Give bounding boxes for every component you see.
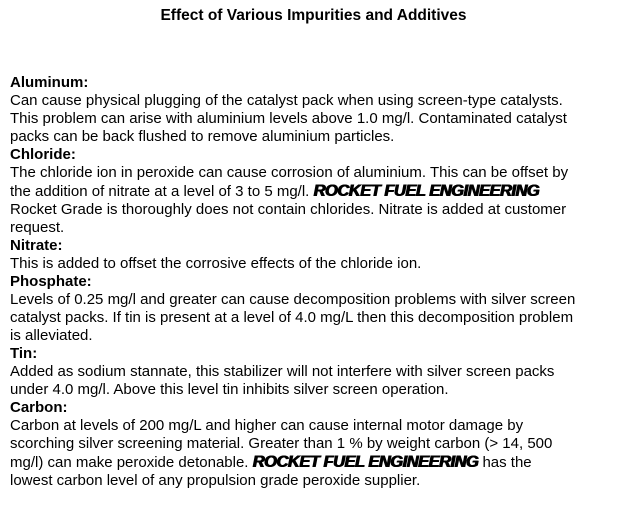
body-text: This is added to offset the corrosive effects of the chloride ion. bbox=[10, 255, 422, 272]
body-text: This problem can arise with aluminium levels above 1.0 mg/l. Contaminated catalyst bbox=[10, 110, 567, 127]
section-heading: Tin: bbox=[10, 345, 38, 362]
section-heading: Aluminum: bbox=[10, 74, 89, 91]
section-line bbox=[10, 381, 623, 399]
section-heading: Carbon: bbox=[10, 399, 68, 416]
section-line bbox=[10, 472, 623, 490]
section-line bbox=[10, 417, 623, 435]
body-text: packs can be back flushed to remove aluminium particles. bbox=[10, 128, 395, 145]
section-line bbox=[10, 182, 623, 201]
section-line bbox=[10, 453, 623, 472]
body-text: mg/l) can make peroxide detonable. bbox=[10, 454, 253, 471]
section-line bbox=[10, 201, 623, 219]
body-text: under 4.0 mg/l. Above this level tin inhibits silver screen operation. bbox=[10, 381, 449, 398]
body-text: catalyst packs. If tin is present at a level of 4.0 mg/L then this decomposition problem bbox=[10, 309, 574, 326]
body-text: request. bbox=[10, 219, 65, 236]
body-text: Carbon at levels of 200 mg/L and higher can cause internal motor damage by bbox=[10, 417, 524, 434]
section-line bbox=[10, 110, 623, 128]
body-text: Rocket Grade is thoroughly does not contain chlorides. Nitrate is added at customer bbox=[10, 201, 567, 218]
brand-text: ROCKET FUEL ENGINEERING bbox=[313, 182, 540, 200]
section-line bbox=[10, 255, 623, 273]
body-text: Can cause physical plugging of the catalyst pack when using screen-type catalysts. bbox=[10, 92, 563, 109]
section-heading: Phosphate: bbox=[10, 273, 92, 290]
body-text: lowest carbon level of any propulsion grade peroxide supplier. bbox=[10, 472, 421, 489]
section-line bbox=[10, 435, 623, 453]
page-title: Effect of Various Impurities and Additives bbox=[160, 7, 467, 24]
section-heading: Chloride: bbox=[10, 146, 76, 163]
body-text: Levels of 0.25 mg/l and greater can cause decomposition problems with silver screen bbox=[10, 291, 576, 308]
section-line bbox=[10, 327, 623, 345]
body-text: has the bbox=[478, 454, 532, 471]
body-text: scorching silver screening material. Greater than 1 % by weight carbon (> 14, 500 bbox=[10, 435, 553, 452]
brand-text: ROCKET FUEL ENGINEERING bbox=[252, 453, 479, 471]
body-text: is alleviated. bbox=[10, 327, 93, 344]
body-text: the addition of nitrate at a level of 3 to 5 mg/l. bbox=[10, 183, 314, 200]
body-text: The chloride ion in peroxide can cause corrosion of aluminium. This can be offset by bbox=[10, 164, 569, 181]
document-content bbox=[0, 74, 627, 490]
section-line bbox=[10, 92, 623, 110]
body-text: Added as sodium stannate, this stabilizer will not interfere with silver screen packs bbox=[10, 363, 555, 380]
section-line bbox=[10, 309, 623, 327]
section-line bbox=[10, 363, 623, 381]
section-line bbox=[10, 291, 623, 309]
section-line bbox=[10, 164, 623, 182]
section-line bbox=[10, 219, 623, 237]
section-heading: Nitrate: bbox=[10, 237, 63, 254]
section-line bbox=[10, 128, 623, 146]
